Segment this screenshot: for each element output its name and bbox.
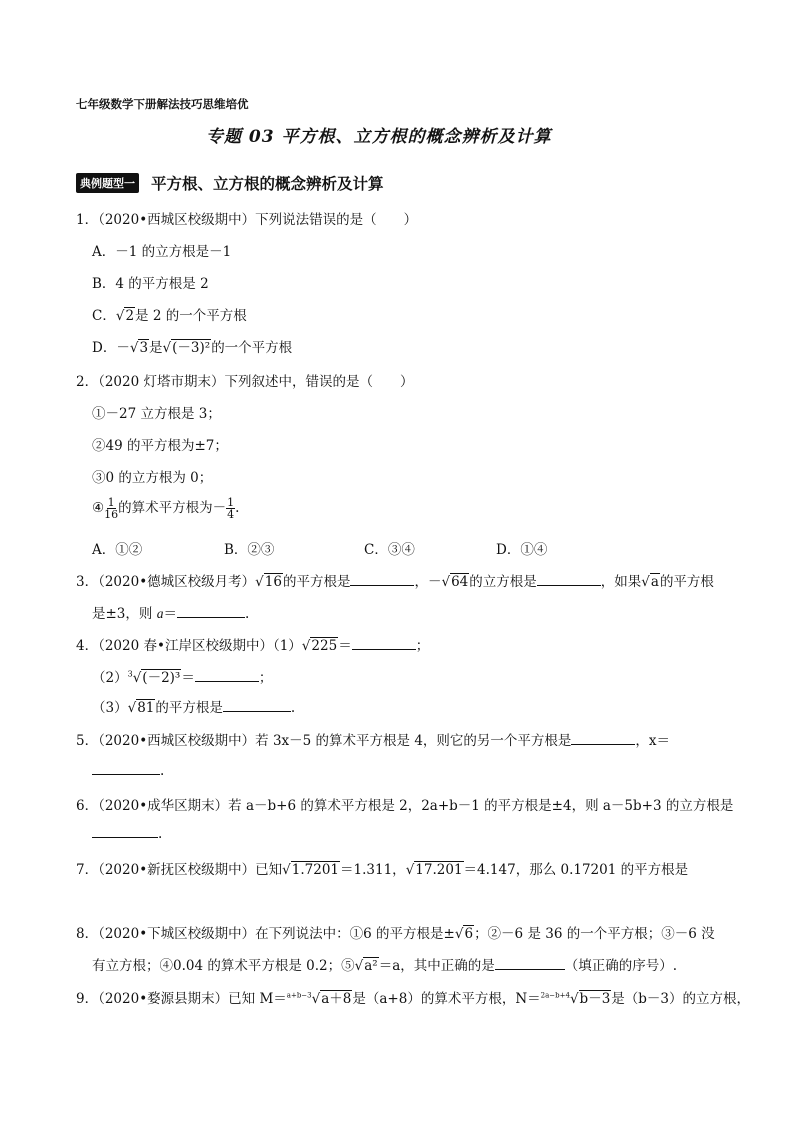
question-3-line-2: 是±3，则 a＝ .	[92, 606, 250, 622]
question-1-option-d: D．－√3是√(－3)²的一个平方根	[92, 340, 293, 356]
question-1-stem: 1．（2020•西城区校级期中）下列说法错误的是（ ）	[76, 212, 418, 228]
section-label: 平方根、立方根的概念辨析及计算	[151, 174, 384, 193]
question-5-line-1: 5．（2020•西城区校级期中）若 3x－5 的算术平方根是 4，则它的另一个平方根是 ，x＝	[76, 733, 671, 749]
question-1-option-b: B．4 的平方根是 2	[92, 276, 209, 292]
answer-blank[interactable]	[223, 710, 291, 712]
question-8-line-1: 8．（2020•下城区校级期中）在下列说法中：①6 的平方根是±√6；②－6 是 36 的一个平方根；③－6 没	[76, 926, 715, 942]
question-4-line-3: （3）√81的平方根是 .	[92, 700, 296, 716]
question-2-option-a: A．①②	[92, 542, 143, 558]
question-2-option-d: D．①④	[496, 542, 548, 558]
question-9-line-1: 9．（2020•婺源县期末）已知 M＝$^{a+b-3}$√a＋8是（a+8）的算术平方根，N＝$^{2a-b+4}$√b－3是（b－3）的立方根，	[76, 991, 751, 1007]
answer-blank[interactable]	[571, 743, 635, 745]
question-2-option-b: B．②③	[224, 542, 275, 558]
question-6-line-1: 6．（2020•成华区期末）若 a－b+6 的算术平方根是 2，2a+b－1 的平方根是±4，则 a－5b+3 的立方根是	[76, 798, 734, 814]
question-6-line-2: .	[92, 826, 162, 842]
section-badge: 典例题型一	[76, 173, 139, 193]
answer-blank[interactable]	[537, 584, 601, 586]
question-7-line-1: 7．（2020•新抚区校级期中）已知√1.7201＝1.311，√17.201＝4.147，那么 0.17201 的平方根是	[76, 862, 689, 878]
question-3-line-1: 3．（2020•德城区校级月考）√16的平方根是 ，－√64的立方根是 ，如果√a的平方根	[76, 574, 714, 590]
question-1-option-c: C．√2是 2 的一个平方根	[92, 308, 247, 324]
document-header: 七年级数学下册解法技巧思维培优	[76, 97, 249, 111]
question-2-item-3: ③0 的立方根为 0；	[92, 470, 213, 486]
answer-blank[interactable]	[92, 836, 158, 838]
question-2-item-4: ④ $\frac{1}{16}$ 的算术平方根为－ $\frac{1}{4}$ .	[92, 496, 240, 521]
question-5-line-2: .	[92, 763, 164, 779]
question-8-line-2: 有立方根；④0.04 的算术平方根是 0.2；⑤√a²＝a，其中正确的是 （填正确的序号）.	[92, 958, 678, 974]
question-2-item-1: ①－27 立方根是 3；	[92, 406, 221, 422]
page-title: 专题 03 平方根、立方根的概念辨析及计算	[206, 127, 552, 147]
question-2-stem: 2．（2020 灯塔市期末）下列叙述中，错误的是（ ）	[76, 374, 414, 390]
question-4-line-2: $(2)^3√(-2)^3=$ ；	[92, 669, 273, 686]
answer-blank[interactable]	[350, 584, 414, 586]
answer-blank[interactable]	[495, 968, 565, 970]
answer-blank[interactable]	[195, 680, 259, 682]
question-2-item-2: ②49 的平方根为±7；	[92, 438, 228, 454]
answer-blank[interactable]	[177, 616, 245, 618]
question-4-line-1: 4．（2020 春•江岸区校级期中）（1）√225＝ ；	[76, 638, 430, 654]
question-2-option-c: C．③④	[364, 542, 415, 558]
section-heading	[76, 172, 384, 194]
answer-blank[interactable]	[352, 648, 416, 650]
question-1-option-a: A．－1 的立方根是－1	[92, 244, 232, 260]
answer-blank[interactable]	[92, 773, 160, 775]
